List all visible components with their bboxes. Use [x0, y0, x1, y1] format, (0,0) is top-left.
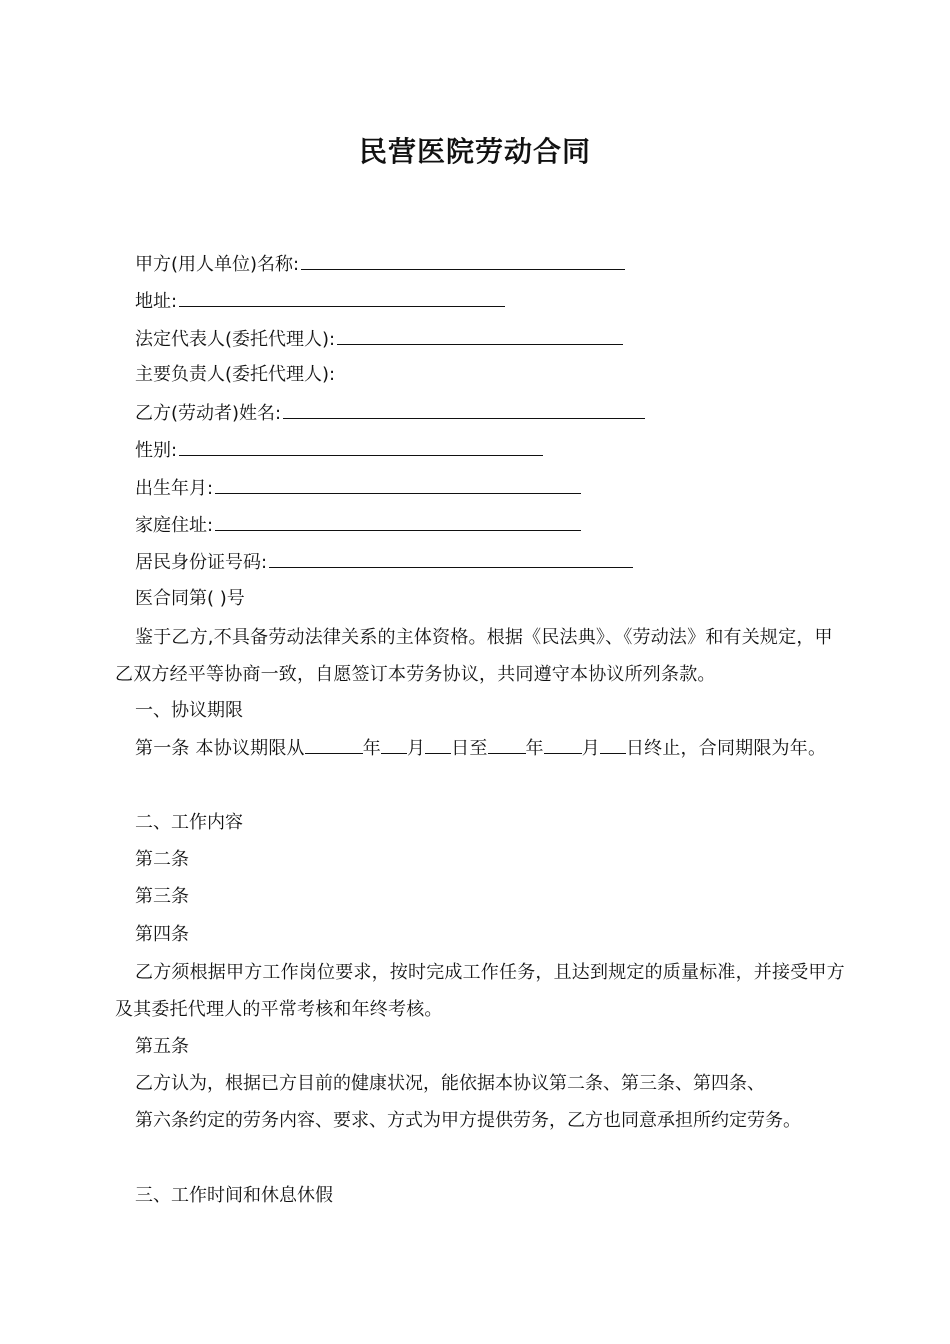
- home-address-blank[interactable]: [215, 512, 581, 531]
- gender-blank[interactable]: [179, 437, 543, 456]
- party-a-name-field: [135, 251, 625, 277]
- article-1-paragraph: [115, 730, 845, 767]
- end-month-label: 月: [581, 738, 600, 759]
- end-year-label: 年: [525, 738, 544, 759]
- article-5-line-1: 乙方认为，根据已方目前的健康状况，能依据本协议第二条、第三条、第四条、: [135, 1073, 765, 1094]
- article-4-heading: 第四条: [135, 924, 189, 945]
- start-month-label: 月: [406, 738, 426, 759]
- party-b-name-label: 乙方(劳动者)姓名:: [135, 403, 282, 424]
- principal-field: [135, 363, 335, 387]
- address-field: [135, 288, 505, 314]
- principal-label: 主要负责人(委托代理人):: [135, 364, 336, 385]
- section-2-heading: 二、工作内容: [135, 812, 243, 833]
- article-5-line-2: 第六条约定的劳务内容、要求、方式为甲方提供劳务，乙方也同意承担所约定劳务。: [135, 1110, 801, 1131]
- article-1-prefix: 第一条 本协议期限从: [135, 738, 305, 759]
- document-title: 民营医院劳动合同: [358, 135, 591, 168]
- party-a-name-blank[interactable]: [301, 251, 625, 270]
- start-month-blank[interactable]: [381, 736, 407, 754]
- address-blank[interactable]: [179, 288, 505, 307]
- start-day-label: 日至: [451, 738, 488, 759]
- article-4-paragraph: 乙方须根据甲方工作岗位要求，按时完成工作任务，且达到规定的质量标准，并接受甲方及其委托代理人的平常考核和年终考核。: [115, 962, 845, 1020]
- party-b-name-blank[interactable]: [283, 400, 645, 419]
- id-number-field: [135, 549, 633, 575]
- id-number-label: 居民身份证号码:: [135, 552, 268, 573]
- party-b-name-field: [135, 400, 645, 426]
- article-2-heading: 第二条: [135, 849, 189, 870]
- section-1-heading: 一、协议期限: [135, 700, 243, 721]
- gender-label: 性别:: [135, 440, 178, 461]
- legal-rep-field: [135, 326, 623, 352]
- address-label: 地址:: [135, 291, 178, 312]
- article-5-heading: 第五条: [135, 1036, 189, 1057]
- start-year-label: 年: [362, 738, 381, 759]
- end-day-label: 日终止，合同期限为: [625, 738, 790, 759]
- id-number-blank[interactable]: [269, 549, 633, 568]
- gender-field: [135, 437, 543, 463]
- end-day-blank[interactable]: [600, 736, 626, 754]
- start-year-blank[interactable]: [305, 736, 363, 754]
- start-day-blank[interactable]: [425, 736, 451, 754]
- term-years-label: 年。: [789, 738, 827, 759]
- birth-blank[interactable]: [215, 475, 581, 494]
- party-a-name-label: 甲方(用人单位)名称:: [135, 254, 300, 275]
- end-year-blank[interactable]: [488, 736, 526, 754]
- legal-rep-label: 法定代表人(委托代理人):: [135, 329, 336, 350]
- contract-number: 医合同第( )号: [135, 588, 245, 609]
- section-3-heading: 三、工作时间和休息休假: [135, 1185, 333, 1206]
- preamble-paragraph: 鉴于乙方,不具备劳动法律关系的主体资格。根据《民法典》、《劳动法》和有关规定，甲乙双方经平等协商一致，自愿签订本劳务协议，共同遵守本协议所列条款。: [115, 627, 833, 685]
- legal-rep-blank[interactable]: [337, 326, 623, 345]
- home-address-label: 家庭住址:: [135, 515, 214, 536]
- article-3-heading: 第三条: [135, 886, 189, 907]
- birth-field: [135, 475, 581, 501]
- home-address-field: [135, 512, 581, 538]
- birth-label: 出生年月:: [135, 478, 214, 499]
- end-month-blank[interactable]: [544, 736, 582, 754]
